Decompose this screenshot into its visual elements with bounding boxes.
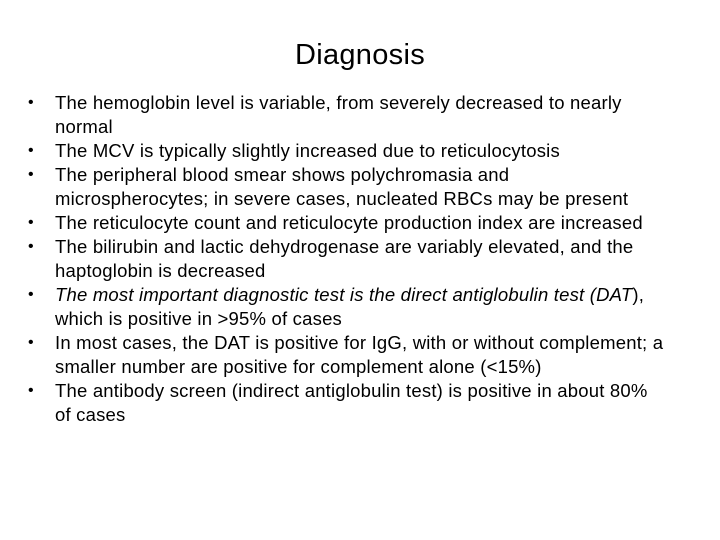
- bullet-text: ), which is positive in >95% of cases: [55, 284, 645, 329]
- bullet-item: [28, 331, 668, 379]
- bullet-text: The antibody screen (indirect antiglobulin test) is positive in about 80% of cases: [55, 380, 648, 425]
- bullet-marker: •: [28, 334, 34, 351]
- bullet-text: The bilirubin and lactic dehydrogenase are variably elevated, and the haptoglobin is decreased: [55, 236, 634, 281]
- bullet-marker: •: [28, 286, 34, 303]
- bullet-text: The reticulocyte count and reticulocyte production index are increased: [55, 212, 643, 233]
- bullet-marker: •: [28, 166, 34, 183]
- bullet-marker: •: [28, 142, 34, 159]
- bullet-text: The peripheral blood smear shows polychromasia and microspherocytes; in severe cases, nucleated RBCs may be present: [55, 164, 629, 209]
- bullet-item: [28, 235, 668, 283]
- bullet-list: [28, 91, 668, 427]
- bullet-item: [28, 211, 668, 235]
- bullet-item: [28, 283, 668, 331]
- bullet-text-emphasis: The most important diagnostic test is the direct antiglobulin test (DAT: [55, 284, 633, 305]
- bullet-text: The hemoglobin level is variable, from severely decreased to nearly normal: [55, 92, 622, 137]
- slide-title: Diagnosis: [294, 39, 426, 71]
- bullet-marker: •: [28, 238, 34, 255]
- bullet-marker: •: [28, 214, 34, 231]
- bullet-item: [28, 139, 668, 163]
- bullet-text: In most cases, the DAT is positive for IgG, with or without complement; a smaller number are positive for complement alone (<15%): [55, 332, 664, 377]
- bullet-marker: •: [28, 382, 34, 399]
- bullet-item: [28, 379, 668, 427]
- bullet-text: The MCV is typically slightly increased due to reticulocytosis: [55, 140, 560, 161]
- bullet-item: [28, 163, 668, 211]
- bullet-marker: •: [28, 94, 34, 111]
- bullet-item: [28, 91, 668, 139]
